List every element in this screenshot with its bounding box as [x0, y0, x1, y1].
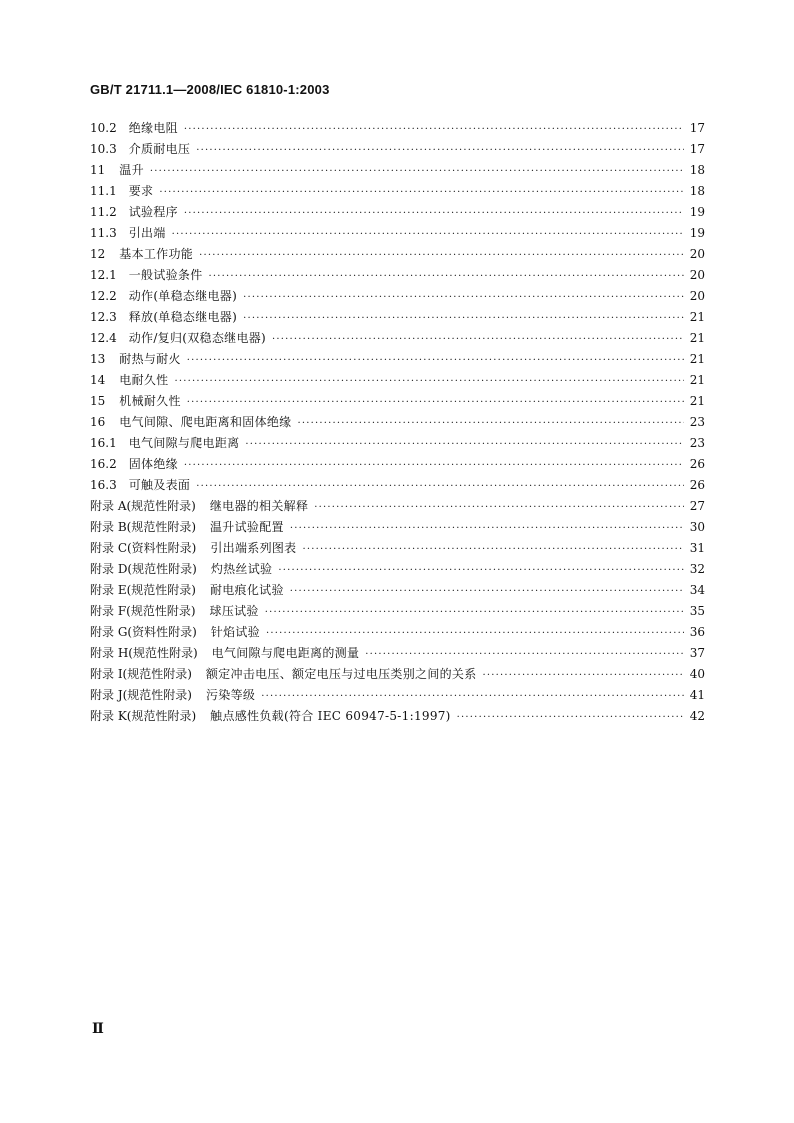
toc-entry-title: 绝缘电阻: [128, 121, 178, 135]
toc-entry[interactable]: [90, 391, 705, 412]
toc-dot-leader: [172, 224, 684, 245]
toc-entry-page: 37: [689, 646, 705, 660]
toc-entry[interactable]: [90, 517, 705, 538]
toc-entry-page: 35: [689, 604, 705, 618]
toc-dot-leader: [261, 686, 684, 707]
toc-entry-number: 11.1: [90, 184, 117, 198]
toc-entry-page: 34: [689, 583, 705, 597]
toc-entry[interactable]: [90, 622, 705, 643]
toc-entry[interactable]: [90, 685, 705, 706]
toc-entry-number: 附录 B(规范性附录): [90, 520, 196, 534]
toc-entry-title: 污染等级: [206, 688, 256, 702]
toc-entry-title: 电气间隙与爬电距离的测量: [211, 646, 360, 660]
toc-entry-page: 23: [689, 415, 705, 429]
toc-entry-title: 基本工作功能: [119, 247, 194, 261]
toc-entry-page: 27: [689, 499, 705, 513]
toc-entry[interactable]: [90, 286, 705, 307]
page-number: Ⅱ: [92, 1022, 104, 1037]
toc-entry[interactable]: [90, 475, 705, 496]
toc-dot-leader: [302, 539, 683, 560]
toc-entry-number: 12.1: [90, 268, 117, 282]
toc-entry[interactable]: [90, 706, 705, 727]
toc-entry-number: 附录 H(规范性附录): [90, 646, 198, 660]
toc-dot-leader: [209, 266, 684, 287]
toc-entry-title: 温升试验配置: [210, 520, 284, 534]
toc-entry-title: 引出端系列图表: [210, 541, 297, 555]
toc-entry-number: 附录 G(资料性附录): [90, 625, 197, 639]
toc-entry-page: 20: [689, 289, 705, 303]
toc-entry-title: 耐热与耐火: [119, 352, 181, 366]
toc-entry-page: 23: [689, 436, 705, 450]
toc-entry-page: 19: [689, 226, 705, 240]
toc-entry[interactable]: [90, 307, 705, 328]
toc-entry[interactable]: [90, 370, 705, 391]
toc-dot-leader: [150, 161, 684, 182]
toc-entry-title: 可触及表面: [128, 478, 191, 492]
toc-entry-title: 电耐久性: [119, 373, 169, 387]
toc-entry-page: 19: [689, 205, 705, 219]
toc-entry[interactable]: [90, 580, 705, 601]
toc-entry-number: 16.2: [90, 457, 117, 471]
toc-entry-number: 附录 K(规范性附录): [90, 709, 197, 723]
toc-entry[interactable]: [90, 601, 705, 622]
toc-dot-leader: [290, 581, 684, 602]
toc-entry-page: 21: [689, 394, 705, 408]
toc-entry-page: 26: [689, 478, 705, 492]
toc-entry-number: 11.2: [90, 205, 117, 219]
toc-dot-leader: [243, 308, 684, 329]
toc-entry-title: 触点感性负载(符合 IEC 60947-5-1:1997): [210, 709, 451, 723]
toc-entry-page: 20: [689, 268, 705, 282]
toc-dot-leader: [159, 182, 683, 203]
toc-entry-title: 试验程序: [128, 205, 178, 219]
toc-dot-leader: [290, 518, 684, 539]
toc-entry[interactable]: [90, 664, 705, 685]
toc-entry-number: 12.4: [90, 331, 117, 345]
toc-entry-title: 释放(单稳态继电器): [128, 310, 238, 324]
toc-dot-leader: [243, 287, 684, 308]
toc-entry-number: 16.3: [90, 478, 117, 492]
toc-entry-title: 针焰试验: [210, 625, 260, 639]
toc-entry-page: 26: [689, 457, 705, 471]
toc-entry-page: 41: [689, 688, 705, 702]
toc-entry-title: 要求: [128, 184, 154, 198]
toc-entry-title: 固体绝缘: [128, 457, 178, 471]
toc-dot-leader: [272, 329, 684, 350]
toc-entry-title: 灼热丝试验: [210, 562, 273, 576]
toc-entry[interactable]: [90, 454, 705, 475]
toc-entry-title: 额定冲击电压、额定电压与过电压类别之间的关系: [205, 667, 477, 681]
toc-dot-leader: [483, 665, 684, 686]
toc-entry-title: 动作(单稳态继电器): [128, 289, 238, 303]
toc-entry[interactable]: [90, 139, 705, 160]
toc-entry-title: 电气间隙与爬电距离: [128, 436, 240, 450]
toc-entry-number: 附录 E(规范性附录): [90, 583, 196, 597]
toc-entry-title: 继电器的相关解释: [209, 499, 309, 513]
toc-entry[interactable]: [90, 265, 705, 286]
toc-dot-leader: [187, 350, 684, 371]
toc-entry-number: 附录 A(规范性附录): [90, 499, 196, 513]
toc-entry-page: 18: [689, 163, 705, 177]
toc-dot-leader: [174, 371, 683, 392]
toc-entry-page: 20: [689, 247, 705, 261]
toc-entry-title: 一般试验条件: [128, 268, 203, 282]
toc-dot-leader: [184, 455, 684, 476]
toc-entry[interactable]: [90, 496, 705, 517]
toc-entry[interactable]: [90, 349, 705, 370]
toc-entry-number: 13: [90, 352, 106, 366]
toc-entry-number: 11.3: [90, 226, 117, 240]
toc-entry[interactable]: [90, 328, 705, 349]
toc-entry-page: 36: [689, 625, 705, 639]
toc-dot-leader: [196, 140, 683, 161]
toc-entry-title: 球压试验: [209, 604, 259, 618]
toc-entry-title: 温升: [119, 163, 144, 177]
toc-entry-number: 10.2: [90, 121, 117, 135]
toc-entry-page: 17: [689, 142, 705, 156]
toc-dot-leader: [184, 119, 684, 140]
toc-entry-title: 介质耐电压: [128, 142, 191, 156]
toc-dot-leader: [278, 560, 683, 581]
toc-entry-title: 电气间隙、爬电距离和固体绝缘: [119, 415, 292, 429]
toc-dot-leader: [196, 476, 683, 497]
toc-entry[interactable]: [90, 559, 705, 580]
toc-entry-number: 16.1: [90, 436, 117, 450]
toc-entry-page: 21: [689, 331, 705, 345]
toc-entry[interactable]: [90, 643, 705, 664]
toc-entry[interactable]: [90, 412, 705, 433]
toc-entry-page: 40: [689, 667, 705, 681]
toc-entry-title: 耐电痕化试验: [209, 583, 284, 597]
toc-entry-number: 11: [90, 163, 106, 177]
toc-entry-page: 32: [689, 562, 705, 576]
toc-entry-number: 12.2: [90, 289, 117, 303]
toc-entry-number: 附录 C(资料性附录): [90, 541, 197, 555]
toc-entry-number: 15: [90, 394, 106, 408]
toc-dot-leader: [297, 413, 683, 434]
toc-entry-title: 引出端: [128, 226, 166, 240]
toc-entry-page: 17: [689, 121, 705, 135]
toc-dot-leader: [457, 707, 684, 728]
toc-entry-page: 21: [689, 310, 705, 324]
toc-entry-page: 18: [689, 184, 705, 198]
toc-entry-title: 机械耐久性: [119, 394, 181, 408]
toc-entry-page: 31: [689, 541, 705, 555]
toc-dot-leader: [199, 245, 684, 266]
toc-dot-leader: [184, 203, 684, 224]
toc-entry[interactable]: [90, 181, 705, 202]
table-of-contents: [90, 118, 705, 727]
toc-entry[interactable]: [90, 160, 705, 181]
toc-entry-number: 附录 J(规范性附录): [90, 688, 192, 702]
toc-dot-leader: [265, 602, 684, 623]
toc-dot-leader: [365, 644, 683, 665]
toc-entry-number: 附录 D(规范性附录): [90, 562, 197, 576]
toc-dot-leader: [187, 392, 684, 413]
standard-number-header: GB/T 21711.1—2008/IEC 61810-1:2003: [90, 82, 330, 97]
toc-entry[interactable]: [90, 433, 705, 454]
toc-entry[interactable]: [90, 223, 705, 244]
toc-entry-page: 21: [689, 373, 705, 387]
toc-entry-number: 16: [90, 415, 106, 429]
toc-entry[interactable]: [90, 538, 705, 559]
toc-entry[interactable]: [90, 202, 705, 223]
toc-dot-leader: [314, 497, 683, 518]
toc-dot-leader: [245, 434, 683, 455]
toc-entry-page: 30: [689, 520, 705, 534]
toc-entry-number: 10.3: [90, 142, 117, 156]
toc-dot-leader: [266, 623, 684, 644]
toc-entry-number: 12: [90, 247, 106, 261]
toc-entry-number: 附录 F(规范性附录): [90, 604, 196, 618]
toc-entry-page: 42: [689, 709, 705, 723]
toc-entry[interactable]: [90, 244, 705, 265]
toc-entry-title: 动作/复归(双稳态继电器): [128, 331, 267, 345]
toc-entry-number: 12.3: [90, 310, 117, 324]
toc-entry[interactable]: [90, 118, 705, 139]
toc-entry-number: 附录 I(规范性附录): [90, 667, 192, 681]
toc-entry-page: 21: [689, 352, 705, 366]
toc-entry-number: 14: [90, 373, 106, 387]
